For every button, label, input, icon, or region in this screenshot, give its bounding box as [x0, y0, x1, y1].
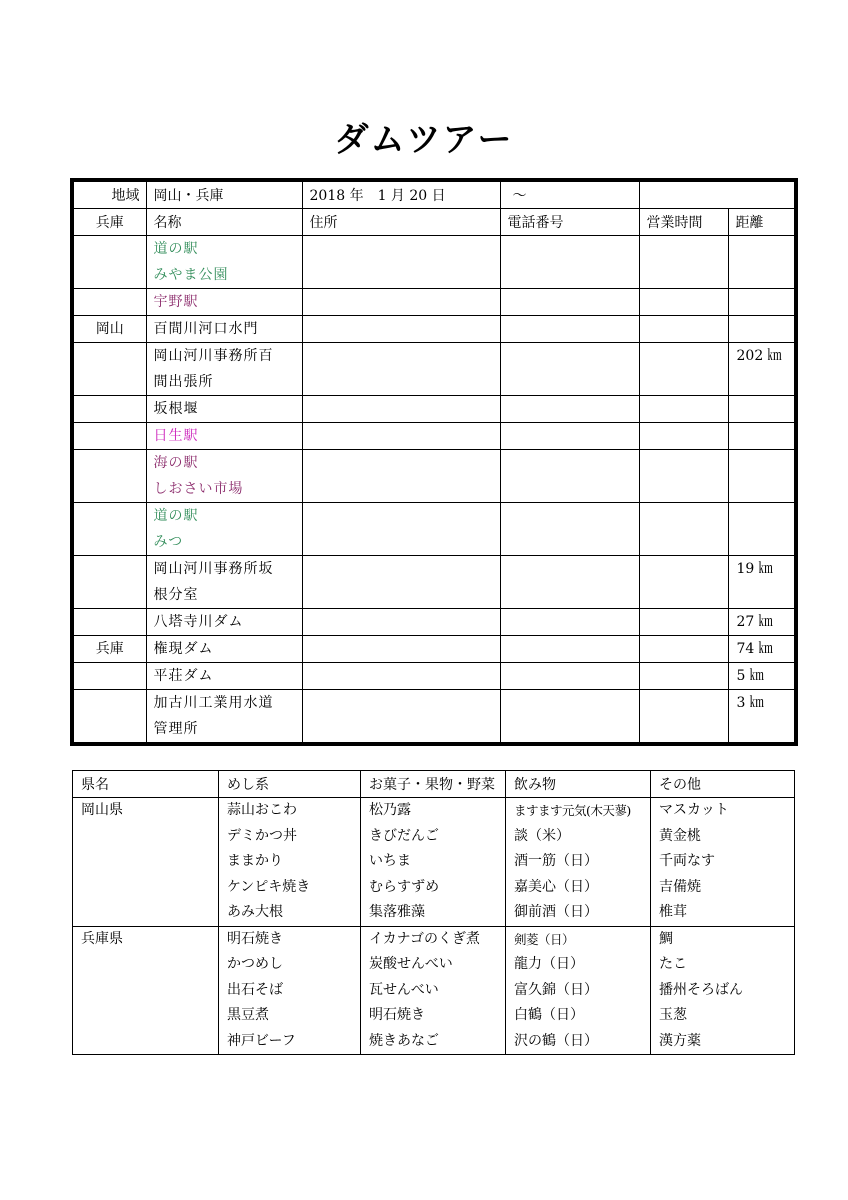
place-row	[74, 343, 794, 396]
header-hours: 営業時間	[639, 209, 728, 236]
place-row	[74, 396, 794, 423]
place-address-field[interactable]	[302, 450, 500, 503]
place-pref	[74, 396, 146, 423]
foods-row	[73, 798, 795, 927]
place-phone-field[interactable]	[500, 236, 639, 289]
foods-sweets-item: きびだんご	[369, 827, 439, 844]
place-name-line: しおさい市場	[153, 481, 244, 497]
place-distance	[728, 423, 794, 450]
place-name-line: 管理所	[153, 721, 199, 737]
foods-pref-label: 兵庫県	[81, 930, 123, 947]
foods-meal-cell	[219, 798, 361, 927]
foods-drinks-item: 龍力（日）	[514, 956, 584, 972]
place-name-line: 間出張所	[153, 374, 214, 390]
foods-other-item: たこ	[659, 956, 687, 972]
place-pref	[74, 556, 146, 609]
region-field[interactable]: 岡山・兵庫	[146, 182, 302, 209]
place-phone-field[interactable]	[500, 636, 639, 663]
place-address-field[interactable]	[302, 289, 500, 316]
foods-meal-item: デミかつ丼	[227, 827, 297, 844]
place-pref	[74, 423, 146, 450]
place-name-line: 日生駅	[153, 428, 199, 444]
place-phone-field[interactable]	[500, 343, 639, 396]
foods-drinks-item: 嘉美心（日）	[514, 878, 598, 895]
foods-meal-item: あみ大根	[227, 904, 283, 920]
foods-other-item: 千両なす	[659, 853, 715, 869]
place-row	[74, 636, 794, 663]
place-name	[146, 450, 302, 503]
foods-sweets-cell	[361, 926, 506, 1055]
foods-header-row	[73, 771, 795, 798]
foods-drinks-cell	[506, 798, 651, 927]
place-distance: 202 ㎞	[728, 343, 794, 396]
place-row	[74, 450, 794, 503]
place-row	[74, 423, 794, 450]
foods-sweets-item: むらすずめ	[369, 878, 440, 895]
foods-drinks-item: ますます元気(木天蓼)	[514, 803, 631, 818]
place-phone-field[interactable]	[500, 450, 639, 503]
place-phone-field[interactable]	[500, 690, 639, 743]
foods-header-drinks: 飲み物	[506, 771, 651, 798]
foods-header-meal: めし系	[219, 771, 361, 798]
place-name-line: みやま公園	[153, 267, 229, 283]
place-pref	[74, 663, 146, 690]
place-distance	[728, 450, 794, 503]
foods-other-cell	[651, 926, 795, 1055]
place-address-field[interactable]	[302, 316, 500, 343]
header-pref: 兵庫	[74, 209, 146, 236]
region-label: 地域	[74, 182, 146, 209]
place-name-line: 道の駅	[153, 508, 199, 524]
place-hours-field[interactable]	[639, 396, 728, 423]
place-row	[74, 316, 794, 343]
place-name	[146, 236, 302, 289]
place-address-field[interactable]	[302, 396, 500, 423]
foods-sweets-item: イカナゴのくぎ煮	[369, 930, 481, 947]
foods-drinks-cell	[506, 926, 651, 1055]
foods-meal-item: 蒜山おこわ	[227, 802, 297, 818]
place-row	[74, 609, 794, 636]
place-hours-field[interactable]	[639, 236, 728, 289]
foods-pref	[73, 798, 219, 927]
foods-sweets-item: 松乃露	[369, 802, 411, 818]
place-address-field[interactable]	[302, 423, 500, 450]
foods-other-item: 鯛	[659, 930, 673, 947]
place-row	[74, 236, 794, 289]
foods-sweets-item: 集落雅藻	[369, 904, 425, 920]
place-phone-field[interactable]	[500, 423, 639, 450]
place-pref	[74, 289, 146, 316]
place-row	[74, 663, 794, 690]
foods-other-item: 漢方薬	[659, 1032, 701, 1049]
place-name-line: 海の駅	[153, 455, 199, 471]
foods-sweets-item: いちま	[369, 853, 411, 869]
column-header-row	[74, 209, 794, 236]
place-pref: 岡山	[74, 316, 146, 343]
place-name	[146, 343, 302, 396]
foods-other-item: 吉備焼	[659, 878, 701, 895]
place-name	[146, 396, 302, 423]
header-name: 名称	[146, 209, 302, 236]
tour-table	[70, 178, 798, 746]
place-distance	[728, 316, 794, 343]
place-phone-field[interactable]	[500, 609, 639, 636]
place-hours-field[interactable]	[639, 423, 728, 450]
header-phone: 電話番号	[500, 209, 639, 236]
foods-sweets-item: 炭酸せんべい	[369, 956, 453, 972]
place-name-line: 平荘ダム	[153, 668, 214, 684]
place-name	[146, 316, 302, 343]
place-name	[146, 609, 302, 636]
foods-drinks-item: 沢の鶴（日）	[514, 1032, 598, 1049]
foods-other-item: マスカット	[659, 802, 729, 818]
foods-drinks-item: 剣菱（日）	[514, 931, 575, 947]
place-name-line: 岡山河川事務所百	[153, 348, 274, 364]
place-phone-field[interactable]	[500, 663, 639, 690]
place-hours-field[interactable]	[639, 503, 728, 556]
place-name-line: 八塔寺川ダム	[153, 614, 244, 630]
place-hours-field[interactable]	[639, 556, 728, 609]
place-name-line: 百間川河口水門	[153, 321, 259, 337]
place-pref	[74, 690, 146, 743]
place-name	[146, 503, 302, 556]
foods-other-item: 播州そろばん	[659, 981, 743, 998]
place-name	[146, 690, 302, 743]
range-mark: ～	[500, 182, 639, 209]
place-distance: 5 ㎞	[728, 663, 794, 690]
foods-other-item: 黄金桃	[659, 827, 701, 844]
foods-meal-item: ケンピキ焼き	[227, 878, 311, 895]
place-hours-field[interactable]	[639, 316, 728, 343]
place-name-line: 加古川工業用水道	[153, 695, 274, 711]
foods-meal-item: 出石そば	[227, 981, 283, 998]
place-hours-field[interactable]	[639, 663, 728, 690]
foods-other-item: 椎茸	[659, 904, 687, 920]
place-address-field[interactable]	[302, 343, 500, 396]
header-address: 住所	[302, 209, 500, 236]
foods-meal-cell	[219, 926, 361, 1055]
foods-meal-item: ままかり	[227, 853, 283, 869]
place-phone-field[interactable]	[500, 556, 639, 609]
place-address-field[interactable]	[302, 556, 500, 609]
foods-header-sweets: お菓子・果物・野菜	[361, 771, 506, 798]
place-name-line: 岡山河川事務所坂	[153, 561, 274, 577]
place-address-field[interactable]	[302, 503, 500, 556]
place-distance	[728, 503, 794, 556]
foods-meal-item: 黒豆煮	[227, 1007, 269, 1023]
place-name-line: 道の駅	[153, 241, 199, 257]
place-address-field[interactable]	[302, 690, 500, 743]
foods-sweets-item: 明石焼き	[369, 1007, 425, 1023]
place-row	[74, 690, 794, 743]
place-distance	[728, 396, 794, 423]
place-row	[74, 556, 794, 609]
place-name-line: 根分室	[153, 587, 199, 603]
place-name	[146, 556, 302, 609]
place-pref	[74, 450, 146, 503]
place-hours-field[interactable]	[639, 636, 728, 663]
place-pref	[74, 343, 146, 396]
place-row	[74, 289, 794, 316]
foods-sweets-cell	[361, 798, 506, 927]
place-phone-field[interactable]	[500, 289, 639, 316]
foods-sweets-item: 焼きあなご	[369, 1032, 439, 1049]
place-pref	[74, 609, 146, 636]
place-name	[146, 663, 302, 690]
place-phone-field[interactable]	[500, 316, 639, 343]
page-title: ダムツアー	[334, 120, 514, 160]
foods-meal-item: 神戸ビーフ	[227, 1032, 296, 1049]
place-name-line: みつ	[153, 534, 184, 550]
foods-meal-item: かつめし	[227, 956, 283, 972]
place-address-field[interactable]	[302, 609, 500, 636]
foods-row	[73, 926, 795, 1055]
place-address-field[interactable]	[302, 663, 500, 690]
foods-drinks-item: 御前酒（日）	[514, 904, 598, 920]
place-address-field[interactable]	[302, 636, 500, 663]
place-pref	[74, 236, 146, 289]
place-pref: 兵庫	[74, 636, 146, 663]
foods-table	[72, 770, 795, 1055]
place-hours-field[interactable]	[639, 690, 728, 743]
place-name-line: 権現ダム	[153, 641, 214, 657]
foods-header-other: その他	[651, 771, 795, 798]
place-distance	[728, 236, 794, 289]
place-hours-field[interactable]	[639, 450, 728, 503]
form-info-row	[74, 182, 794, 209]
end-date-field[interactable]	[639, 182, 794, 209]
place-phone-field[interactable]	[500, 503, 639, 556]
place-address-field[interactable]	[302, 236, 500, 289]
place-distance: 27 ㎞	[728, 609, 794, 636]
place-distance: 74 ㎞	[728, 636, 794, 663]
place-pref	[74, 503, 146, 556]
foods-meal-item: 明石焼き	[227, 930, 283, 947]
place-distance: 19 ㎞	[728, 556, 794, 609]
place-row	[74, 503, 794, 556]
place-name	[146, 289, 302, 316]
place-distance	[728, 289, 794, 316]
foods-drinks-item: 酒一筋（日）	[514, 853, 598, 869]
foods-header-pref: 県名	[73, 771, 219, 798]
foods-sweets-item: 瓦せんべい	[369, 981, 439, 998]
place-name	[146, 636, 302, 663]
place-distance: 3 ㎞	[728, 690, 794, 743]
foods-pref	[73, 926, 219, 1055]
header-distance: 距離	[728, 209, 794, 236]
foods-drinks-item: 談（米）	[514, 827, 570, 844]
place-hours-field[interactable]	[639, 289, 728, 316]
foods-drinks-item: 白鶴（日）	[514, 1007, 584, 1023]
foods-pref-label: 岡山県	[81, 802, 123, 818]
foods-other-item: 玉葱	[659, 1007, 687, 1023]
date-field[interactable]: 2018 年 1 月 20 日	[302, 182, 500, 209]
foods-other-cell	[651, 798, 795, 927]
place-name-line: 坂根堰	[153, 401, 199, 417]
place-name	[146, 423, 302, 450]
place-hours-field[interactable]	[639, 343, 728, 396]
place-name-line: 宇野駅	[153, 294, 199, 310]
place-hours-field[interactable]	[639, 609, 728, 636]
place-phone-field[interactable]	[500, 396, 639, 423]
foods-drinks-item: 富久錦（日）	[514, 981, 598, 998]
